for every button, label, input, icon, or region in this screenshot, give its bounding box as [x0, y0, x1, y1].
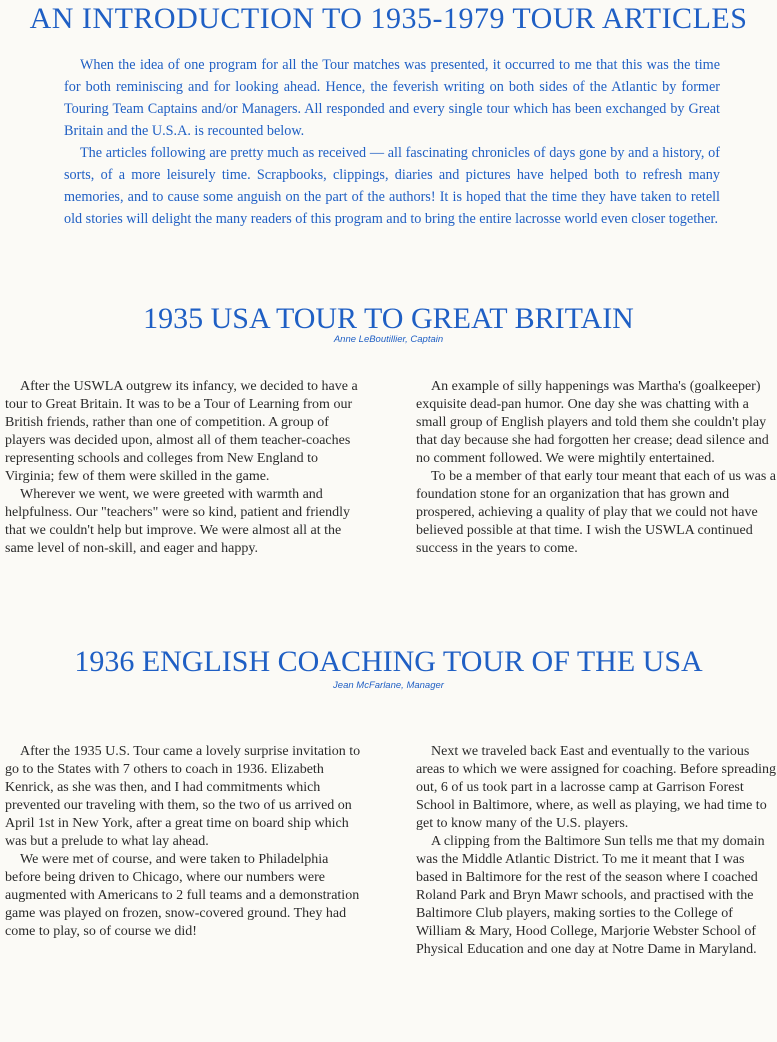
- intro-title: AN INTRODUCTION TO 1935-1979 TOUR ARTICLES: [29, 2, 748, 35]
- article-1935-left-column: [5, 378, 365, 558]
- article-1936-byline: Jean McFarlane, Manager: [333, 680, 444, 691]
- intro-paragraph: When the idea of one program for all the Tour matches was presented, it occurred to me that this was the time for both reminiscing and for looking ahead. Hence, the feverish writing on both sides of the Atlantic by former Touring Team Captains and/or Managers. All responded and every single tour which has been exchanged by Great Britain and the U.S.A. is recounted below.: [64, 57, 720, 139]
- article-paragraph: We were met of course, and were taken to Philadelphia before being driven to Chicago, where our numbers were augmented with Americans to 2 full teams and a demonstration game was played on frozen, snow-covered ground. They had come to play, so of course we did!: [5, 852, 360, 939]
- article-1935-byline: Anne LeBoutillier, Captain: [333, 334, 444, 345]
- article-paragraph: To be a member of that early tour meant that each of us was a foundation stone for an organization that has grown and prospered, achieving a quality of play that we could not have believed possible at that time. I wish the USWLA continued success in the years to come.: [416, 469, 776, 556]
- article-paragraph: A clipping from the Baltimore Sun tells me that my domain was the Middle Atlantic District. To me it meant that I was based in Baltimore for the rest of the season where I coached Roland Park and Bryn Mawr schools, and practised with the Baltimore Club players, making sorties to the College of William & Mary, Hood College, Marjorie Webster School of Physical Education and one day at Notre Dame in Maryland.: [416, 834, 765, 957]
- article-paragraph: Wherever we went, we were greeted with warmth and helpfulness. Our "teachers" were so kind, patient and friendly that we couldn't help but improve. We were almost all at the same level of non-skill, and eager and happy.: [5, 487, 350, 556]
- article-paragraph: After the 1935 U.S. Tour came a lovely surprise invitation to go to the States with 7 others to coach in 1936. Elizabeth Kenrick, as she was then, and I had commitments which prevented our traveling with them, so the two of us arrived on April 1st in New York, after a great time on board ship which was but a prelude to what lay ahead.: [5, 744, 361, 849]
- intro-text: [64, 54, 720, 230]
- article-1936-title: 1936 ENGLISH COACHING TOUR OF THE USA: [74, 645, 703, 678]
- article-paragraph: Next we traveled back East and eventually to the various areas to which we were assigned for coaching. Before spreading out, 6 of us took part in a lacrosse camp at Garrison Forest School in Baltimore, where, as well as playing, we had time to get to know many of the U.S. players.: [416, 744, 776, 831]
- article-paragraph: After the USWLA outgrew its infancy, we decided to have a tour to Great Britain. It was to be a Tour of Learning from our British friends, rather than one of competition. A group of players was decided upon, almost all of them teacher-coaches representing schools and colleges from New England to Virginia; few of them were skilled in the game.: [5, 379, 358, 484]
- article-1936-left-column: [5, 743, 365, 941]
- article-1936-right-column: [416, 743, 776, 959]
- article-1935-title: 1935 USA TOUR TO GREAT BRITAIN: [143, 302, 634, 335]
- article-paragraph: An example of silly happenings was Martha's (goalkeeper) exquisite dead-pan humor. One day she was chatting with a small group of English players and told them she couldn't play that day because she had forgotten her crease; dead silence and no comment followed. We were mightily entertained.: [416, 379, 769, 466]
- article-1935-right-column: [416, 378, 776, 558]
- intro-paragraph: The articles following are pretty much as received — all fascinating chronicles of days gone by and a history, of sorts, of a more leisurely time. Scrapbooks, clippings, diaries and pictures have helped both to refresh many memories, and to cause some anguish on the part of the authors! It is hoped that the time they have taken to retell old stories will delight the many readers of this program and to bring the entire lacrosse world even closer together.: [64, 145, 720, 227]
